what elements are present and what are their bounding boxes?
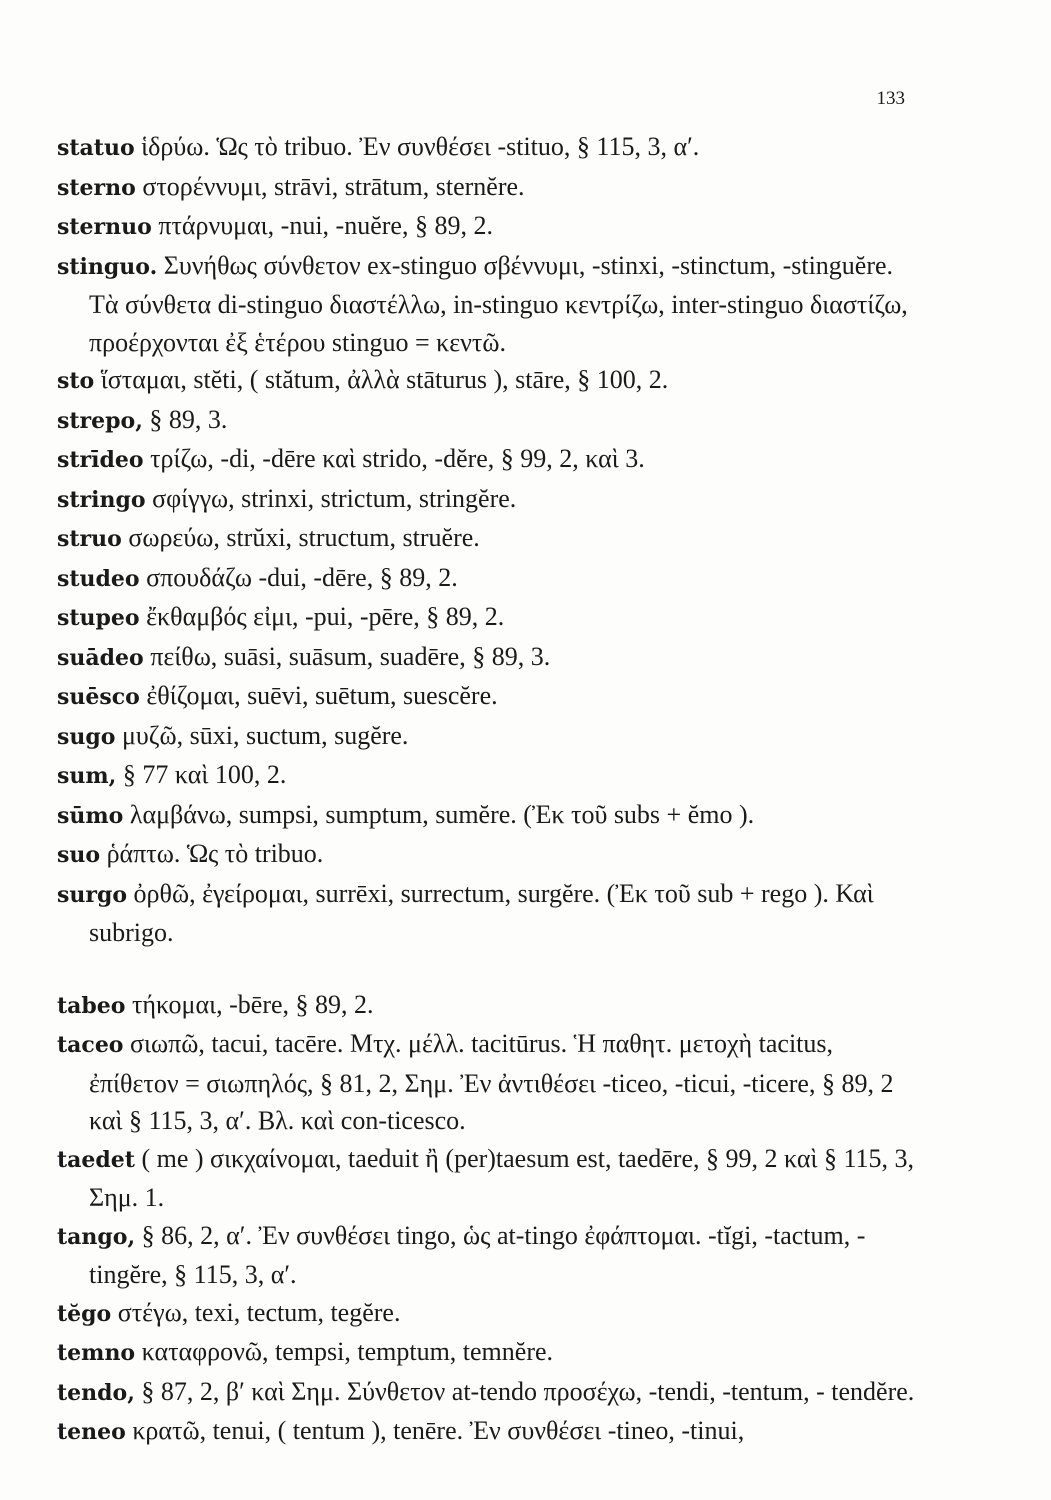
headword: taedet: [57, 1146, 135, 1173]
entry-text: ἱδρύω. Ὡς τὸ tribuo. Ἐν συνθέσει -stituo, § 115, 3, α′.: [134, 132, 700, 161]
headword: surgo: [57, 881, 128, 908]
entry: [57, 401, 917, 441]
headword: taceo: [57, 1032, 124, 1058]
headword: statuo: [57, 135, 135, 161]
entry: [57, 1140, 917, 1217]
entry-text: σπουδάζω -dui, -dēre, § 89, 2.: [139, 562, 458, 592]
entry: [57, 207, 917, 247]
headword: suādeo: [57, 644, 144, 671]
entry-text: μυζῶ, sūxi, suctum, sugĕre.: [115, 720, 409, 750]
entry: [57, 128, 917, 168]
headword: sterno: [57, 174, 136, 201]
headword: stringo: [57, 486, 146, 513]
section-gap: [57, 952, 917, 986]
entry: [57, 986, 917, 1026]
entry: [57, 1025, 917, 1140]
entry: [57, 1333, 917, 1373]
entry: [57, 440, 917, 480]
entry: [57, 361, 917, 401]
entry-text: ( me ) σικχαίνομαι, taeduit ἢ (per)taesum est, taedēre, § 99, 2 καὶ § 115, 3, Σημ. 1.: [89, 1143, 915, 1212]
entry-text: ὀρθῶ, ἐγείρομαι, surrēxi, surrectum, surgĕre. (Ἐκ τοῦ sub + rego ). Καὶ subrigo.: [89, 878, 874, 947]
headword: sūmo: [57, 802, 124, 829]
headword: tĕgo: [57, 1300, 112, 1327]
headword: sugo: [57, 723, 116, 750]
entry-text: ἐθίζομαι, suēvi, suētum, suescĕre.: [139, 681, 498, 710]
headword: suēsco: [57, 684, 140, 710]
entry: [57, 875, 917, 952]
entry-text: στέγω, texi, tectum, tegĕre.: [111, 1297, 401, 1327]
entry-text: § 89, 3.: [142, 404, 228, 434]
entry: [57, 247, 917, 362]
entry: [57, 1217, 917, 1294]
headword: struo: [57, 526, 122, 552]
entry-text: στορέννυμι, strāvi, strātum, sternĕre.: [135, 171, 525, 201]
entry: [57, 480, 917, 520]
headword: strepo,: [57, 407, 143, 434]
headword: temno: [57, 1340, 136, 1366]
entry-text: κρατῶ, tenui, ( tentum ), tenēre. Ἐν συνθέσει -tineo, -tinui,: [125, 1416, 745, 1445]
entry: [57, 1373, 917, 1413]
headword: tango,: [57, 1223, 136, 1250]
entry: [57, 677, 917, 717]
entry-text: τρίζω, -di, -dēre καὶ strido, -dĕre, § 99, 2, καὶ 3.: [143, 444, 645, 473]
headword: sternuo: [57, 214, 152, 240]
entry: [57, 796, 917, 836]
entry-text: λαμβάνω, sumpsi, sumptum, sumĕre. (Ἐκ τοῦ subs + ĕmo ).: [123, 799, 755, 829]
entry: [57, 717, 917, 757]
headword: suo: [57, 842, 101, 868]
entry-text: ῥάπτω. Ὡς τὸ tribuo.: [100, 839, 324, 868]
entry: [57, 1412, 917, 1452]
headword: sum,: [57, 763, 117, 789]
headword: tendo,: [57, 1379, 135, 1406]
entry: [57, 835, 917, 875]
entry-text: σωρεύω, strŭxi, structum, struĕre.: [121, 523, 480, 552]
entry: [57, 638, 917, 678]
headword: tabeo: [57, 992, 126, 1019]
entry: [57, 559, 917, 599]
entry-text: πείθω, suāsi, suāsum, suadēre, § 89, 3.: [143, 641, 551, 671]
entry: [57, 598, 917, 638]
entry-text: πτάρνυμαι, -nui, -nuĕre, § 89, 2.: [151, 211, 493, 240]
entry-text: ἔκθαμβός εἰμι, -pui, -pēre, § 89, 2.: [139, 602, 505, 631]
dictionary-entries: [57, 128, 917, 1452]
entry-text: σφίγγω, strinxi, strictum, stringĕre.: [145, 483, 517, 513]
entry: [57, 519, 917, 559]
page-number: 133: [876, 88, 905, 109]
headword: studeo: [57, 565, 140, 592]
entry-text: τήκομαι, -bēre, § 89, 2.: [125, 989, 374, 1019]
entry-text: § 86, 2, α′. Ἐν συνθέσει tingo, ὡς at-tingo ἐφάπτομαι. -tĭgi, -tactum, -tingĕre, § 115, 3, α′.: [89, 1220, 866, 1289]
headword: stupeo: [57, 605, 140, 631]
headword: strīdeo: [57, 447, 144, 473]
entry-text: § 87, 2, β′ καὶ Σημ. Σύνθετον at-tendo προσέχω, -tendi, -tentum, - tendĕre.: [134, 1376, 915, 1406]
headword: sto: [57, 368, 95, 394]
entry: [57, 168, 917, 208]
entry: [57, 1294, 917, 1334]
entry: [57, 756, 917, 796]
entry-text: καταφρονῶ, tempsi, temptum, temnĕre.: [135, 1337, 554, 1366]
entry-text: ἵσταμαι, stĕti, ( stătum, ἀλλὰ stāturus ), stāre, § 100, 2.: [94, 365, 669, 394]
entry-text: σιωπῶ, tacui, tacēre. Μτχ. μέλλ. tacitūrus. Ἡ παθητ. μετοχὴ tacitus, ἐπίθετον = σιωπηλός, § 81, 2, Σημ. Ἐν ἀντιθέσει -ticeo, -ticui, -ticere, § 89, 2 καὶ § 115, 3, α′. Βλ. καὶ con-ticesco.: [89, 1029, 894, 1135]
entry-text: Συνήθως σύνθετον ex-stinguo σβέννυμι, -stinxi, -stinctum, -stinguĕre. Τὰ σύνθετα di-stinguo διαστέλλω, in-stinguo κεντρίζω, inter-stinguo διαστίζω, προέρχονται ἐξ ἑτέρου stinguo = κεντῶ.: [89, 250, 908, 357]
headword: stinguo.: [57, 253, 158, 280]
entry-text: § 77 καὶ 100, 2.: [116, 760, 287, 789]
headword: teneo: [57, 1419, 126, 1445]
